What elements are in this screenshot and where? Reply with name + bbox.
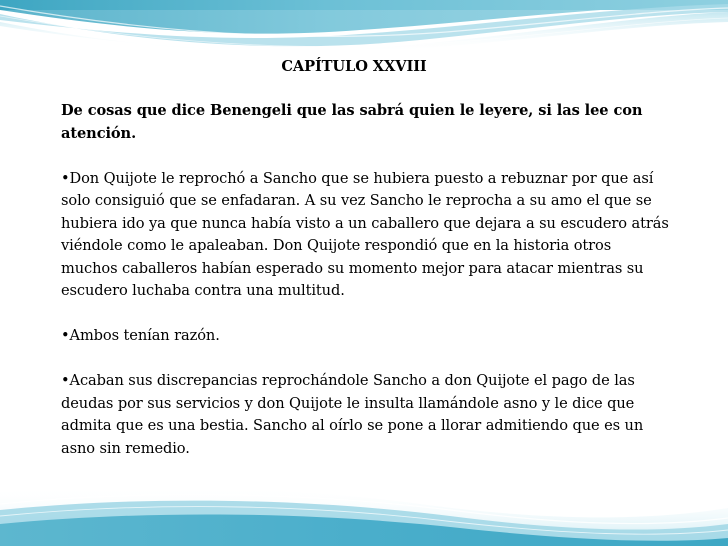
paragraph-summary: •Don Quijote le reprochó a Sancho que se hubiera puesto a rebuznar por que así solo consiguió que se enfadaran. A su vez Sancho le reprocha a su amo el que se hubiera ido ya que nunca había visto a un caballero que dejara a su escudero atrás viéndole como le apaleaban. Don Quijote respondió que en la historia otros muchos caballeros habían esperado su momento mejor para atacar mientras su escudero luchaba contra una multitud. [61, 169, 669, 299]
chapter-title: CAPÍTULO XXVIII [281, 58, 427, 75]
paragraph-both-right: •Ambos tenían razón. [61, 327, 220, 344]
top-wave-decoration [0, 0, 728, 58]
slide-content [61, 56, 671, 483]
paragraph-ending: •Acaban sus discrepancias reprochándole Sancho a don Quijote el pago de las deudas por sus servicios y don Quijote le insulta llamándole asno y le dice que admita que es una bestia. Sancho al oírlo se pone a llorar admitiendo que es un asno sin remedio. [61, 372, 644, 457]
chapter-subtitle: De cosas que dice Benengeli que las sabrá quien le leyere, si las lee con atención. [61, 102, 643, 142]
